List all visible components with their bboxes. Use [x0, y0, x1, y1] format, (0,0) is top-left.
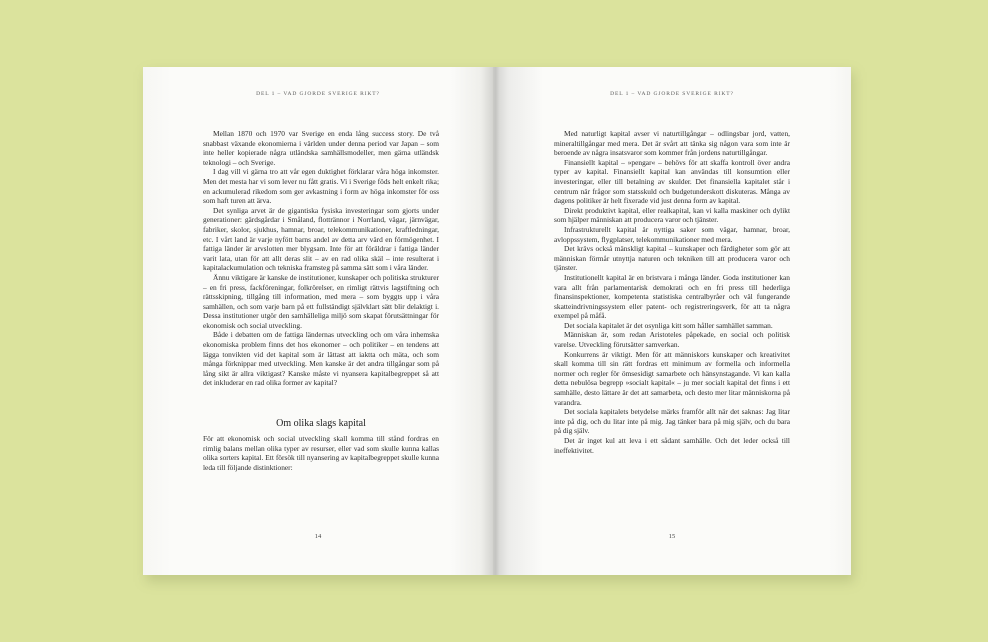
paragraph: Det är inget kul att leva i ett sådant samhälle. Och det leder också till ineffektivitet.	[554, 436, 790, 455]
paragraph: Med naturligt kapital avser vi naturtillgångar – odlingsbar jord, vatten, mineraltillgångar med mera. Det är svårt att tänka sig någon vara som inte är beroende av några insatsvaror som kommer från jordens naturtillgångar.	[554, 129, 790, 158]
paragraph: Det synliga arvet är de gigantiska fysiska investeringar som gjorts under generationer: gärdsgårdar i Småland, flottrännor i Norrland, vägar, järnvägar, fabriker, skolor, sjukhus, hamnar, broar, telekommunikationer, kraftledningar, etc. I vårt land är varje nyfött barns andel av detta arv värd en förmögenhet. I fattiga länder är arvslotten mer blygsam. Inte för att föräldrar i fattiga länder varit lata, utan för att allt deras slit – av en rad olika skäl – inte resulterat i kapitalackumulation och tekniska framsteg på samma sätt som i våra länder.	[203, 205, 439, 273]
paragraph: Människan är, som redan Aristoteles påpekade, en social och politisk varelse. Utveckling förutsätter samverkan.	[554, 330, 790, 350]
left-page	[143, 67, 493, 575]
paragraph: För att ekonomisk och social utveckling skall komma till stånd fordras en rimlig balans mellan olika typer av resurser, eller vad som skulle kunna kallas olika sorters kapital. Ett försök till nyansering av kapitalbegreppet skulle kunna leda till följande distinktioner:	[203, 434, 439, 472]
running-head-left: DEL 1 – VAD GJORDE SVERIGE RIKT?	[256, 91, 380, 97]
section-heading: Om olika slags kapital	[276, 418, 366, 430]
paragraph: Det sociala kapitalets betydelse märks framför allt när det saknas: Jag litar inte på dig, och du litar inte på mig. Jag tänker bara på mig själv, och du bara på dig själv.	[554, 407, 790, 436]
page-number-left: 14	[314, 533, 322, 540]
left-page-text	[203, 129, 439, 472]
paragraph: Institutionellt kapital är en bristvara i många länder. Goda institutioner kan vara allt från parlamentarisk demokrati och en fri press till hederliga finansinspektioner, kompetenta statistiska centralbyråer och väl fungerande skatteindrivningssystem eller patent- och registreringsverk, för att ta några exempel på måfå.	[554, 272, 790, 321]
paragraph: Direkt produktivt kapital, eller realkapital, kan vi kalla maskiner och dylikt som hjälper människan att producera varor och tjänster.	[554, 205, 790, 225]
paragraph: Både i debatten om de fattiga ländernas utveckling och om våra inhemska ekonomiska problem finns det hos ekonomer – och politiker – en tendens att lägga tonvikten vid det kapital som är lättast att iaktta och mäta, och som många förknippar med utveckling. Men kanske är det andra tillgångar som på lång sikt är allra viktigast? Kanske måste vi nyansera kapitalbegreppet så att det inkluderar en rad olika former av kapital?	[203, 330, 439, 388]
running-head-right: DEL 1 – VAD GJORDE SVERIGE RIKT?	[610, 91, 734, 97]
paragraph: Finansiellt kapital – »pengar« – behövs för att skaffa kontroll över andra typer av kapital. Finansiellt kapital kan användas till konsumtion eller investeringar, eller till betalning av skulder. Det finansiella kapitalet står i centrum när frågor som statsskuld och budgetunderskott diskuteras. Många av dagens politiker är helt fixerade vid just denna form av kapital.	[554, 157, 790, 206]
paragraph: Ännu viktigare är kanske de institutioner, kunskaper och politiska strukturer – en fri press, fackföreningar, folkrörelser, en rimligt rättvis lagstiftning och rättsskipning, tillgång till information, med mera – som byggts upp i våra samhällen, och som varje barn på ett fullständigt självklart sätt blir delaktigt i. Dessa institutioner utgör den samhälleliga miljö som skapat förutsättningar för ekonomisk och social utveckling.	[203, 272, 439, 330]
paragraph: Infrastrukturellt kapital är nyttiga saker som vägar, hamnar, broar, avloppssystem, flygplatser, telekommunikationer med mera.	[554, 224, 790, 244]
right-page	[493, 67, 851, 575]
page-number-right: 15	[668, 533, 676, 540]
paragraph: Konkurrens är viktigt. Men för att människors kunskaper och kreativitet skall komma till sin rätt fordras ett minimum av formella och informella normer och regler för ömsesidigt samarbete och hänsynstagande. Vi kan kalla detta nebulösa begrepp »socialt kapital« – ju mer socialt kapital det finns i ett samhälle, desto lättare är det att samarbeta, och desto mer litar människorna på varandra.	[554, 349, 790, 407]
paragraph: Det krävs också mänskligt kapital – kunskaper och färdigheter som gör att människan förmår utnyttja naturen och tekniken till att producera varor och tjänster.	[554, 244, 790, 273]
paragraph: Det sociala kapitalet är det osynliga kitt som håller samhället samman.	[564, 320, 773, 330]
right-page-text	[554, 129, 790, 455]
paragraph: I dag vill vi gärna tro att vår egen duktighet förklarar våra höga inkomster. Men det mesta har vi som lever nu fått gratis. Vi i Sverige föds helt enkelt rika; en ackumulerad rikedom som ger avkastning i form av höga inkomster för oss som haft turen att ärva.	[203, 167, 439, 206]
paragraph: Mellan 1870 och 1970 var Sverige en enda lång success story. De två snabbast växande ekonomierna i världen under denna period var Japan – som inte heller kopierade några utländska samhällsmodeller, men gärna utländsk teknologi – och Sverige.	[203, 129, 439, 167]
